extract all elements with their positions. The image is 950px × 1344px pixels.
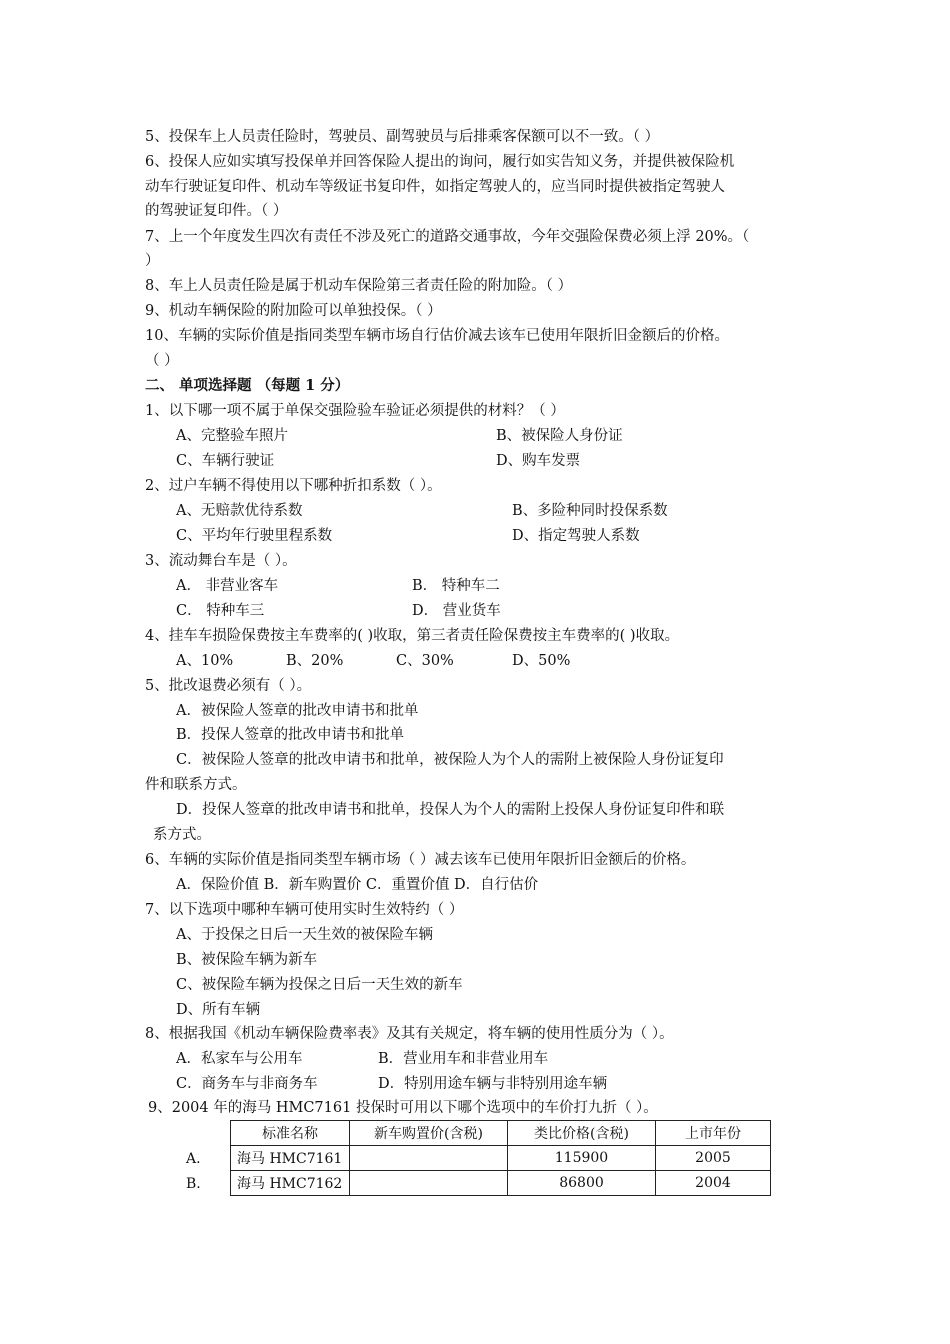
q4-stem: 4、挂车车损险保费按主车费率的( )收取，第三者责任险保费按主车费率的( )收取。: [145, 628, 680, 644]
judgement-q7-line1: 7、上一个年度发生四次有责任不涉及死亡的道路交通事故，今年交强险保费必须上浮 20%。（: [145, 229, 750, 245]
q6-stem: 6、车辆的实际价值是指同类型车辆市场（ ）减去该车已使用年限折旧金额后的价格。: [145, 852, 696, 868]
judgement-q9: 9、机动车辆保险的附加险可以单独投保。（ ）: [145, 303, 442, 319]
header-comparable-price: 类比价格(含税): [508, 1121, 656, 1146]
q2-option-c: C、平均年行驶里程系数: [176, 528, 333, 544]
q3-option-a: A． 非营业客车: [176, 578, 279, 594]
q3-option-b: B． 特种车二: [412, 578, 500, 594]
header-standard-name: 标准名称: [231, 1121, 350, 1146]
judgement-q10-line1: 10、车辆的实际价值是指同类型车辆市场自行估价减去该车已使用年限折旧金额后的价格。: [145, 328, 729, 344]
table-header-row: [231, 1121, 771, 1146]
q5-option-a: A．被保险人签章的批改申请书和批单: [176, 703, 419, 719]
q8-option-d: D．特别用途车辆与非特别用途车辆: [378, 1076, 608, 1092]
cell-standard-name: 海马 HMC7161: [231, 1146, 350, 1171]
cell-launch-year: 2005: [656, 1146, 771, 1171]
q3-stem: 3、流动舞台车是（ ）。: [145, 553, 297, 569]
q7-option-d: D、所有车辆: [176, 1002, 261, 1018]
q4-option-d: D、50%: [512, 653, 571, 669]
q5-option-b: B．投保人签章的批改申请书和批单: [176, 727, 405, 743]
q1-option-d: D、购车发票: [496, 453, 581, 469]
q2-option-d: D、指定驾驶人系数: [512, 528, 640, 544]
section-heading: 二、 单项选择题 （每题 1 分）: [145, 377, 350, 394]
judgement-q6-line1: 6、投保人应如实填写投保单并回答保险人提出的询问，履行如实告知义务，并提供被保险机: [145, 154, 735, 170]
cell-new-car-price: [350, 1146, 508, 1171]
q3-option-c: C． 特种车三: [176, 603, 265, 619]
q1-option-a: A、完整验车照片: [176, 428, 288, 444]
q8-stem: 8、根据我国《机动车辆保险费率表》及其有关规定，将车辆的使用性质分为（ ）。: [145, 1026, 674, 1042]
q7-stem: 7、以下选项中哪种车辆可使用实时生效特约（ ）: [145, 902, 464, 918]
q7-option-a: A、于投保之日后一天生效的被保险车辆: [176, 927, 433, 943]
header-new-car-price: 新车购置价(含税): [350, 1121, 508, 1146]
q1-option-b: B、被保险人身份证: [496, 428, 623, 444]
cell-standard-name: 海马 HMC7162: [231, 1171, 350, 1196]
q6-options: A．保险价值 B．新车购置价 C．重置价值 D．自行估价: [176, 877, 539, 893]
q7-option-b: B、被保险车辆为新车: [176, 952, 318, 968]
q5-stem: 5、批改退费必须有（ ）。: [145, 678, 312, 694]
q4-option-b: B、20%: [286, 653, 344, 669]
judgement-q5: 5、投保车上人员责任险时，驾驶员、副驾驶员与后排乘客保额可以不一致。（ ）: [145, 129, 660, 145]
cell-launch-year: 2004: [656, 1171, 771, 1196]
judgement-q7-line2: ）: [145, 253, 160, 269]
cell-new-car-price: [350, 1171, 508, 1196]
judgement-q8: 8、车上人员责任险是属于机动车保险第三者责任险的附加险。（ ）: [145, 278, 573, 294]
q9-stem: 9、2004 年的海马 HMC7161 投保时可用以下哪个选项中的车价打九折（ ）。: [148, 1100, 658, 1116]
q1-option-c: C、车辆行驶证: [176, 453, 275, 469]
q5-option-c-line1: C．被保险人签章的批改申请书和批单，被保险人为个人的需附上被保险人身份证复印: [176, 752, 724, 768]
header-launch-year: 上市年份: [656, 1121, 771, 1146]
q8-option-b: B．营业用车和非营业用车: [378, 1051, 549, 1067]
judgement-q6-line3: 的驾驶证复印件。（ ）: [145, 203, 288, 219]
q1-stem: 1、以下哪一项不属于单保交强险验车验证必须提供的材料？（ ）: [145, 403, 565, 419]
vehicle-price-table: [230, 1120, 771, 1196]
q8-option-a: A．私家车与公用车: [176, 1051, 303, 1067]
table-row: [231, 1146, 771, 1171]
q7-option-c: C、被保险车辆为投保之日后一天生效的新车: [176, 977, 463, 993]
q4-option-a: A、10%: [176, 653, 234, 669]
q8-option-c: C．商务车与非商务车: [176, 1076, 318, 1092]
q5-option-c-line2: 件和联系方式。: [145, 777, 247, 793]
q9-row-a-label: A.: [186, 1151, 201, 1167]
q2-option-a: A、无赔款优待系数: [176, 503, 303, 519]
judgement-q6-line2: 动车行驶证复印件、机动车等级证书复印件，如指定驾驶人的，应当同时提供被指定驾驶人: [145, 179, 725, 195]
table-row: [231, 1171, 771, 1196]
q2-stem: 2、过户车辆不得使用以下哪种折扣系数（ ）。: [145, 478, 442, 494]
cell-comparable-price: 115900: [508, 1146, 656, 1171]
q5-option-d-line1: D．投保人签章的批改申请书和批单，投保人为个人的需附上投保人身份证复印件和联: [176, 802, 725, 818]
judgement-q10-line2: （ ）: [145, 353, 179, 369]
q4-option-c: C、30%: [396, 653, 454, 669]
q5-option-d-line2: 系方式。: [153, 827, 211, 843]
q9-row-b-label: B.: [186, 1176, 201, 1192]
q3-option-d: D． 营业货车: [412, 603, 501, 619]
q2-option-b: B、多险种同时投保系数: [512, 503, 668, 519]
cell-comparable-price: 86800: [508, 1171, 656, 1196]
